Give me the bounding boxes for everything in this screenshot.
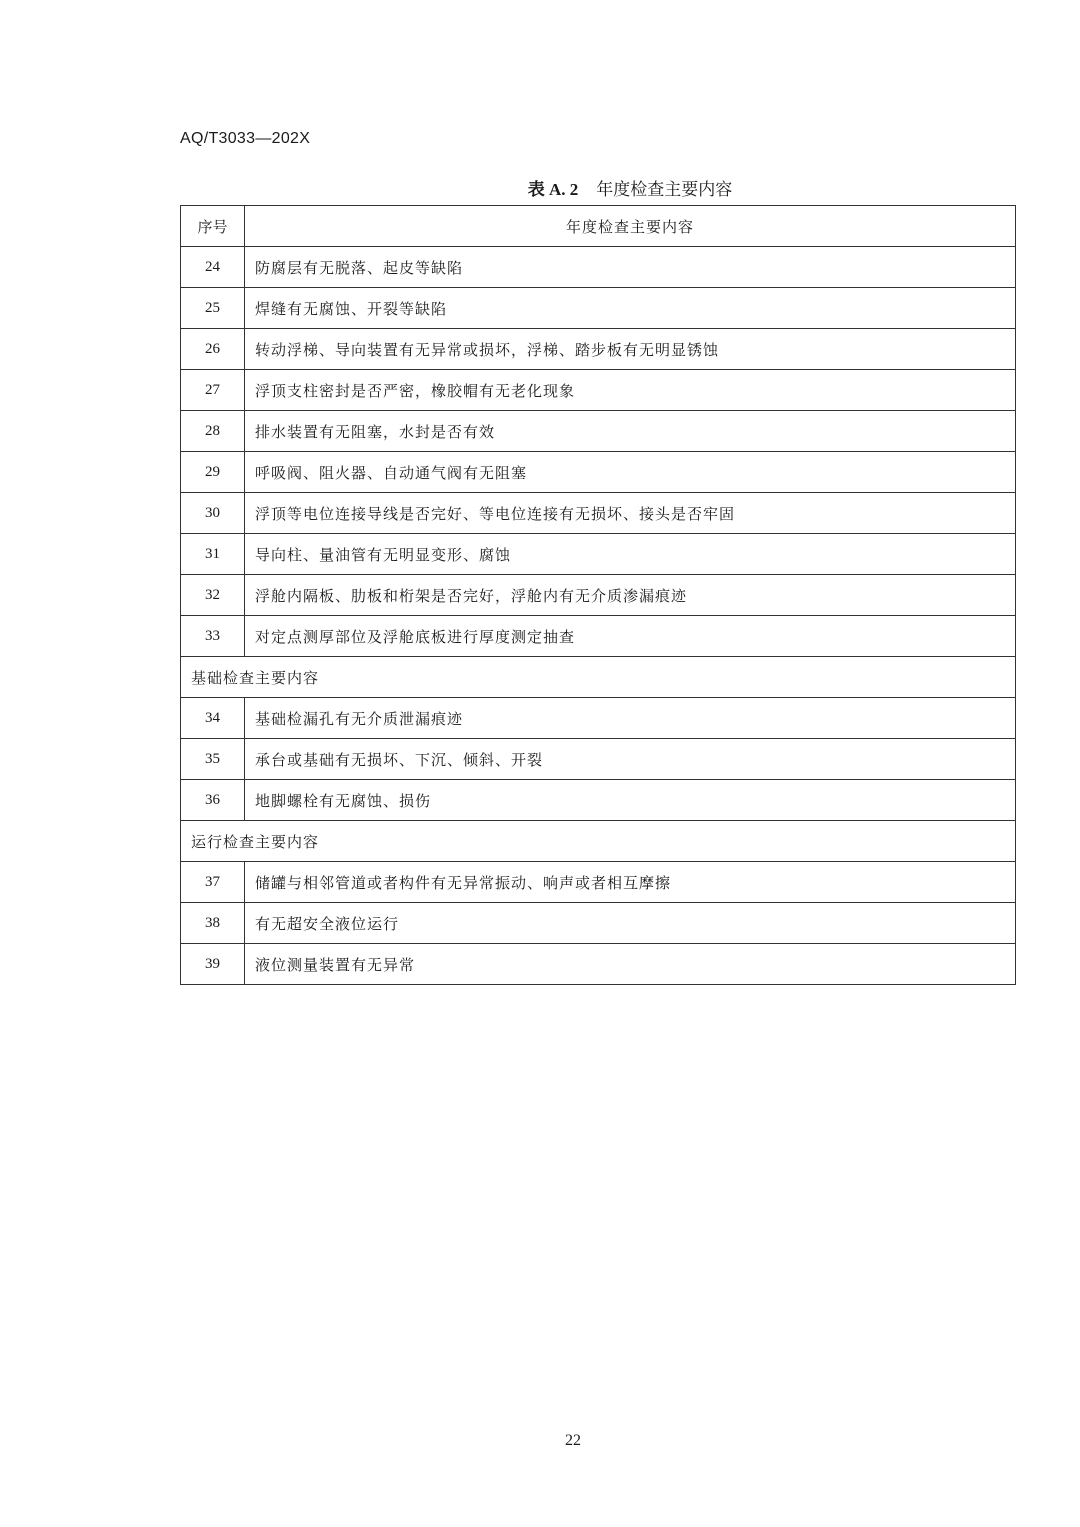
row-number: 34 [181, 698, 245, 739]
section-title-foundation: 基础检查主要内容 [181, 657, 1016, 698]
row-text: 基础检漏孔有无介质泄漏痕迹 [245, 698, 1016, 739]
row-text: 焊缝有无腐蚀、开裂等缺陷 [245, 288, 1016, 329]
row-text: 呼吸阀、阻火器、自动通气阀有无阻塞 [245, 452, 1016, 493]
page-number: 22 [565, 1432, 581, 1449]
row-number: 36 [181, 780, 245, 821]
section-title-operation: 运行检查主要内容 [181, 821, 1016, 862]
table-row [181, 247, 1016, 288]
row-number: 25 [181, 288, 245, 329]
table-row [181, 903, 1016, 944]
row-number: 27 [181, 370, 245, 411]
header-content: 年度检查主要内容 [245, 206, 1016, 247]
row-number: 37 [181, 862, 245, 903]
row-text: 浮顶支柱密封是否严密，橡胶帽有无老化现象 [245, 370, 1016, 411]
row-number: 26 [181, 329, 245, 370]
table-row [181, 534, 1016, 575]
section-row-operation [181, 821, 1016, 862]
row-number: 38 [181, 903, 245, 944]
table-number: 表 A. 2 [527, 180, 579, 199]
row-text: 浮舱内隔板、肋板和桁架是否完好，浮舱内有无介质渗漏痕迹 [245, 575, 1016, 616]
inspection-table [180, 205, 1016, 985]
table-row [181, 616, 1016, 657]
row-number: 33 [181, 616, 245, 657]
table-row [181, 329, 1016, 370]
row-text: 地脚螺栓有无腐蚀、损伤 [245, 780, 1016, 821]
table-row [181, 862, 1016, 903]
row-text: 承台或基础有无损坏、下沉、倾斜、开裂 [245, 739, 1016, 780]
row-text: 储罐与相邻管道或者构件有无异常振动、响声或者相互摩擦 [245, 862, 1016, 903]
row-text: 防腐层有无脱落、起皮等缺陷 [245, 247, 1016, 288]
row-number: 29 [181, 452, 245, 493]
row-number: 32 [181, 575, 245, 616]
row-number: 30 [181, 493, 245, 534]
table-header-row [181, 206, 1016, 247]
table-row [181, 944, 1016, 985]
row-text: 液位测量装置有无异常 [245, 944, 1016, 985]
row-number: 24 [181, 247, 245, 288]
row-text: 转动浮梯、导向装置有无异常或损坏，浮梯、踏步板有无明显锈蚀 [245, 329, 1016, 370]
table-row [181, 575, 1016, 616]
table-row [181, 411, 1016, 452]
row-text: 有无超安全液位运行 [245, 903, 1016, 944]
section-row-foundation [181, 657, 1016, 698]
row-text: 排水装置有无阻塞，水封是否有效 [245, 411, 1016, 452]
table-row [181, 370, 1016, 411]
table-name: 年度检查主要内容 [596, 180, 733, 200]
table-row [181, 493, 1016, 534]
row-number: 28 [181, 411, 245, 452]
row-text: 导向柱、量油管有无明显变形、腐蚀 [245, 534, 1016, 575]
table-row [181, 288, 1016, 329]
table-row [181, 698, 1016, 739]
row-number: 31 [181, 534, 245, 575]
row-text: 浮顶等电位连接导线是否完好、等电位连接有无损坏、接头是否牢固 [245, 493, 1016, 534]
row-text: 对定点测厚部位及浮舱底板进行厚度测定抽查 [245, 616, 1016, 657]
table-row [181, 452, 1016, 493]
row-number: 35 [181, 739, 245, 780]
row-number: 39 [181, 944, 245, 985]
table-title [180, 175, 1016, 200]
document-code: AQ/T3033—202X [180, 130, 311, 147]
header-seq: 序号 [181, 206, 245, 247]
table-row [181, 739, 1016, 780]
table-row [181, 780, 1016, 821]
